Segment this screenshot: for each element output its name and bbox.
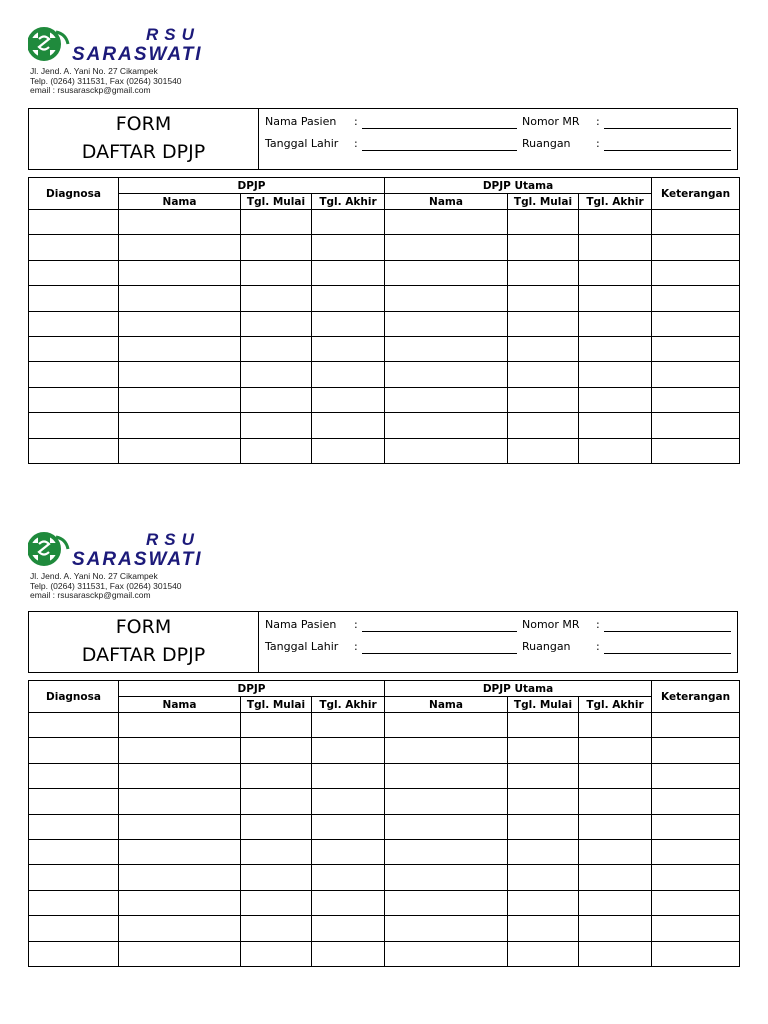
colon: :: [354, 618, 358, 631]
table-cell[interactable]: [579, 336, 652, 361]
table-cell[interactable]: [29, 890, 119, 915]
table-row: [29, 916, 740, 941]
table-cell[interactable]: [579, 713, 652, 738]
table-cell[interactable]: [312, 738, 385, 763]
col-utama-nama: Nama: [385, 194, 508, 210]
table-cell[interactable]: [312, 235, 385, 260]
table-cell[interactable]: [508, 814, 579, 839]
group-dpjp-utama: DPJP Utama: [385, 178, 652, 194]
header-divider: [258, 109, 259, 169]
table-cell[interactable]: [312, 713, 385, 738]
table-cell[interactable]: [508, 362, 579, 387]
table-cell[interactable]: [652, 311, 740, 336]
table-cell[interactable]: [579, 839, 652, 864]
table-row: [29, 839, 740, 864]
table-row: [29, 438, 740, 463]
table-cell[interactable]: [312, 814, 385, 839]
table-cell[interactable]: [579, 235, 652, 260]
table-row: [29, 941, 740, 966]
table-cell[interactable]: [241, 438, 312, 463]
table-cell[interactable]: [579, 413, 652, 438]
table-cell[interactable]: [508, 210, 579, 235]
table-row: [29, 763, 740, 788]
table-cell[interactable]: [119, 789, 241, 814]
col-dpjp-tgl-akhir: Tgl. Akhir: [312, 194, 385, 210]
col-diagnosa: Diagnosa: [29, 178, 119, 210]
table-cell[interactable]: [29, 336, 119, 361]
table-cell[interactable]: [29, 286, 119, 311]
table-cell[interactable]: [652, 413, 740, 438]
address-line-1: Jl. Jend. A. Yani No. 27 Cikampek: [30, 66, 158, 76]
label-nama-pasien: Nama Pasien: [265, 618, 337, 631]
address-line-2: Telp. (0264) 311531, Fax (0264) 301540: [30, 76, 182, 86]
form-header: [28, 108, 738, 170]
table-cell[interactable]: [241, 286, 312, 311]
table-cell[interactable]: [119, 916, 241, 941]
col-dpjp-nama: Nama: [119, 194, 241, 210]
form-block-1: [0, 0, 768, 480]
table-cell[interactable]: [241, 916, 312, 941]
table-cell[interactable]: [29, 260, 119, 285]
table-cell[interactable]: [385, 260, 508, 285]
table-cell[interactable]: [119, 865, 241, 890]
col-dpjp-nama: Nama: [119, 697, 241, 713]
col-utama-tgl-akhir: Tgl. Akhir: [579, 697, 652, 713]
group-dpjp: DPJP: [119, 178, 385, 194]
col-diagnosa: Diagnosa: [29, 681, 119, 713]
table-cell[interactable]: [508, 789, 579, 814]
table-cell[interactable]: [579, 438, 652, 463]
table-cell[interactable]: [579, 916, 652, 941]
table-row: [29, 362, 740, 387]
table-cell[interactable]: [119, 286, 241, 311]
table-cell[interactable]: [652, 789, 740, 814]
table-cell[interactable]: [29, 916, 119, 941]
col-utama-tgl-mulai: Tgl. Mulai: [508, 194, 579, 210]
table-cell[interactable]: [241, 713, 312, 738]
table-cell[interactable]: [508, 738, 579, 763]
table-cell[interactable]: [385, 713, 508, 738]
label-tanggal-lahir: Tanggal Lahir: [265, 640, 339, 653]
table-cell[interactable]: [652, 890, 740, 915]
table-cell[interactable]: [119, 210, 241, 235]
table-cell[interactable]: [241, 789, 312, 814]
table-cell[interactable]: [652, 814, 740, 839]
table-cell[interactable]: [119, 763, 241, 788]
table-cell[interactable]: [652, 362, 740, 387]
table-cell[interactable]: [29, 713, 119, 738]
table-cell[interactable]: [119, 438, 241, 463]
colon: :: [596, 618, 600, 631]
colon: :: [354, 640, 358, 653]
table-cell[interactable]: [312, 941, 385, 966]
col-keterangan: Keterangan: [652, 178, 740, 210]
table-row: [29, 260, 740, 285]
table-cell[interactable]: [579, 865, 652, 890]
table-cell[interactable]: [312, 210, 385, 235]
table-row: [29, 738, 740, 763]
table-cell[interactable]: [241, 814, 312, 839]
table-cell[interactable]: [241, 387, 312, 412]
address-line-2: Telp. (0264) 311531, Fax (0264) 301540: [30, 581, 182, 591]
table-cell[interactable]: [652, 336, 740, 361]
table-cell[interactable]: [241, 235, 312, 260]
table-cell[interactable]: [652, 713, 740, 738]
label-nama-pasien: Nama Pasien: [265, 115, 337, 128]
table-cell[interactable]: [312, 763, 385, 788]
header-divider: [258, 612, 259, 672]
table-cell[interactable]: [119, 311, 241, 336]
col-utama-tgl-mulai: Tgl. Mulai: [508, 697, 579, 713]
nomor-mr-field[interactable]: [604, 128, 731, 129]
table-row: [29, 387, 740, 412]
table-cell[interactable]: [385, 738, 508, 763]
hospital-logo-icon: [28, 531, 72, 571]
brand-rsu: RSU: [146, 530, 200, 549]
brand-name: SARASWATI: [72, 549, 203, 570]
table-cell[interactable]: [508, 413, 579, 438]
table-cell[interactable]: [579, 890, 652, 915]
table-cell[interactable]: [385, 763, 508, 788]
address-line-3: email : rsusarasckp@gmail.com: [30, 590, 151, 600]
table-cell[interactable]: [29, 763, 119, 788]
table-cell[interactable]: [385, 916, 508, 941]
table-cell[interactable]: [312, 387, 385, 412]
table-cell[interactable]: [385, 438, 508, 463]
table-cell[interactable]: [312, 286, 385, 311]
table-row: [29, 235, 740, 260]
colon: :: [354, 115, 358, 128]
table-cell[interactable]: [385, 814, 508, 839]
table-cell[interactable]: [508, 865, 579, 890]
table-cell[interactable]: [312, 362, 385, 387]
table-cell[interactable]: [241, 362, 312, 387]
table-cell[interactable]: [385, 311, 508, 336]
table-cell[interactable]: [241, 336, 312, 361]
table-cell[interactable]: [652, 941, 740, 966]
nama-pasien-field[interactable]: [362, 631, 517, 632]
table-row: [29, 311, 740, 336]
table-cell[interactable]: [241, 210, 312, 235]
table-cell[interactable]: [29, 865, 119, 890]
table-cell[interactable]: [241, 890, 312, 915]
table-cell[interactable]: [652, 763, 740, 788]
table-cell[interactable]: [385, 235, 508, 260]
nama-pasien-field[interactable]: [362, 128, 517, 129]
colon: :: [596, 115, 600, 128]
table-cell[interactable]: [652, 210, 740, 235]
table-row: [29, 413, 740, 438]
table-cell[interactable]: [119, 362, 241, 387]
table-body: [29, 210, 740, 464]
dpjp-table: [28, 680, 740, 967]
table-cell[interactable]: [312, 260, 385, 285]
form-title-line1: FORM: [115, 616, 172, 638]
table-row: [29, 210, 740, 235]
table-cell[interactable]: [119, 839, 241, 864]
tanggal-lahir-field[interactable]: [362, 150, 517, 151]
label-nomor-mr: Nomor MR: [522, 115, 580, 128]
nomor-mr-field[interactable]: [604, 631, 731, 632]
table-cell[interactable]: [119, 814, 241, 839]
table-cell[interactable]: [119, 413, 241, 438]
ruangan-field[interactable]: [604, 653, 731, 654]
table-cell[interactable]: [29, 738, 119, 763]
group-dpjp: DPJP: [119, 681, 385, 697]
label-tanggal-lahir: Tanggal Lahir: [265, 137, 339, 150]
table-cell[interactable]: [312, 336, 385, 361]
table-cell[interactable]: [312, 311, 385, 336]
form-header: [28, 611, 738, 673]
colon: :: [596, 137, 600, 150]
col-utama-tgl-akhir: Tgl. Akhir: [579, 194, 652, 210]
table-cell[interactable]: [312, 438, 385, 463]
table-cell[interactable]: [385, 210, 508, 235]
table-cell[interactable]: [508, 286, 579, 311]
table-cell[interactable]: [241, 311, 312, 336]
table-cell[interactable]: [652, 438, 740, 463]
col-keterangan: Keterangan: [652, 681, 740, 713]
table-cell[interactable]: [652, 839, 740, 864]
table-cell[interactable]: [579, 210, 652, 235]
table-cell[interactable]: [508, 941, 579, 966]
table-cell[interactable]: [579, 387, 652, 412]
table-cell[interactable]: [385, 387, 508, 412]
table-cell[interactable]: [29, 235, 119, 260]
table-cell[interactable]: [652, 387, 740, 412]
hospital-logo-icon: [28, 26, 72, 66]
table-cell[interactable]: [652, 865, 740, 890]
table-cell[interactable]: [29, 387, 119, 412]
table-cell[interactable]: [385, 890, 508, 915]
table-cell[interactable]: [579, 286, 652, 311]
col-utama-nama: Nama: [385, 697, 508, 713]
table-cell[interactable]: [579, 260, 652, 285]
table-row: [29, 789, 740, 814]
table-cell[interactable]: [508, 916, 579, 941]
col-dpjp-tgl-mulai: Tgl. Mulai: [241, 697, 312, 713]
table-cell[interactable]: [652, 286, 740, 311]
table-cell[interactable]: [29, 210, 119, 235]
form-title-line1: FORM: [115, 113, 172, 135]
label-ruangan: Ruangan: [522, 137, 571, 150]
ruangan-field[interactable]: [604, 150, 731, 151]
form-block-2: [0, 503, 768, 983]
form-title-line2: DAFTAR DPJP: [81, 644, 206, 666]
table-body: [29, 713, 740, 967]
table-cell[interactable]: [508, 260, 579, 285]
table-cell[interactable]: [312, 839, 385, 864]
table-cell[interactable]: [508, 839, 579, 864]
table-cell[interactable]: [385, 336, 508, 361]
table-cell[interactable]: [119, 235, 241, 260]
table-cell[interactable]: [241, 865, 312, 890]
table-cell[interactable]: [385, 362, 508, 387]
table-cell[interactable]: [385, 941, 508, 966]
table-cell[interactable]: [508, 336, 579, 361]
table-cell[interactable]: [508, 763, 579, 788]
table-cell[interactable]: [312, 789, 385, 814]
table-row: [29, 336, 740, 361]
table-cell[interactable]: [29, 413, 119, 438]
table-cell[interactable]: [241, 941, 312, 966]
table-cell[interactable]: [241, 763, 312, 788]
table-cell[interactable]: [385, 413, 508, 438]
table-cell[interactable]: [579, 763, 652, 788]
table-cell[interactable]: [29, 839, 119, 864]
form-title-line2: DAFTAR DPJP: [81, 141, 206, 163]
table-row: [29, 865, 740, 890]
table-cell[interactable]: [508, 713, 579, 738]
table-cell[interactable]: [119, 336, 241, 361]
table-row: [29, 814, 740, 839]
table-row: [29, 890, 740, 915]
table-row: [29, 286, 740, 311]
table-cell[interactable]: [29, 311, 119, 336]
table-cell[interactable]: [579, 941, 652, 966]
table-cell[interactable]: [579, 738, 652, 763]
table-cell[interactable]: [579, 362, 652, 387]
table-cell[interactable]: [312, 890, 385, 915]
table-cell[interactable]: [29, 941, 119, 966]
table-cell[interactable]: [241, 260, 312, 285]
col-dpjp-tgl-mulai: Tgl. Mulai: [241, 194, 312, 210]
table-cell[interactable]: [29, 789, 119, 814]
table-cell[interactable]: [29, 362, 119, 387]
colon: :: [354, 137, 358, 150]
table-cell[interactable]: [241, 839, 312, 864]
table-cell[interactable]: [652, 916, 740, 941]
table-cell[interactable]: [652, 235, 740, 260]
group-dpjp-utama: DPJP Utama: [385, 681, 652, 697]
tanggal-lahir-field[interactable]: [362, 653, 517, 654]
table-cell[interactable]: [652, 738, 740, 763]
table-cell[interactable]: [508, 438, 579, 463]
address-line-1: Jl. Jend. A. Yani No. 27 Cikampek: [30, 571, 158, 581]
table-cell[interactable]: [579, 814, 652, 839]
table-cell[interactable]: [385, 865, 508, 890]
brand-name: SARASWATI: [72, 44, 203, 65]
table-cell[interactable]: [119, 738, 241, 763]
table-cell[interactable]: [508, 387, 579, 412]
table-cell[interactable]: [119, 260, 241, 285]
table-cell[interactable]: [241, 413, 312, 438]
table-cell[interactable]: [385, 286, 508, 311]
table-cell[interactable]: [579, 789, 652, 814]
table-cell[interactable]: [119, 890, 241, 915]
table-cell[interactable]: [385, 789, 508, 814]
label-ruangan: Ruangan: [522, 640, 571, 653]
label-nomor-mr: Nomor MR: [522, 618, 580, 631]
colon: :: [596, 640, 600, 653]
table-cell[interactable]: [508, 235, 579, 260]
brand-rsu: RSU: [146, 25, 200, 44]
table-cell[interactable]: [312, 916, 385, 941]
dpjp-table: [28, 177, 740, 464]
table-cell[interactable]: [579, 311, 652, 336]
table-cell[interactable]: [508, 311, 579, 336]
table-cell[interactable]: [312, 413, 385, 438]
table-cell[interactable]: [29, 438, 119, 463]
table-cell[interactable]: [119, 941, 241, 966]
address-line-3: email : rsusarasckp@gmail.com: [30, 85, 151, 95]
table-cell[interactable]: [652, 260, 740, 285]
table-cell[interactable]: [119, 387, 241, 412]
table-cell[interactable]: [385, 839, 508, 864]
col-dpjp-tgl-akhir: Tgl. Akhir: [312, 697, 385, 713]
table-row: [29, 713, 740, 738]
table-cell[interactable]: [312, 865, 385, 890]
table-cell[interactable]: [241, 738, 312, 763]
table-cell[interactable]: [508, 890, 579, 915]
table-cell[interactable]: [119, 713, 241, 738]
table-cell[interactable]: [29, 814, 119, 839]
